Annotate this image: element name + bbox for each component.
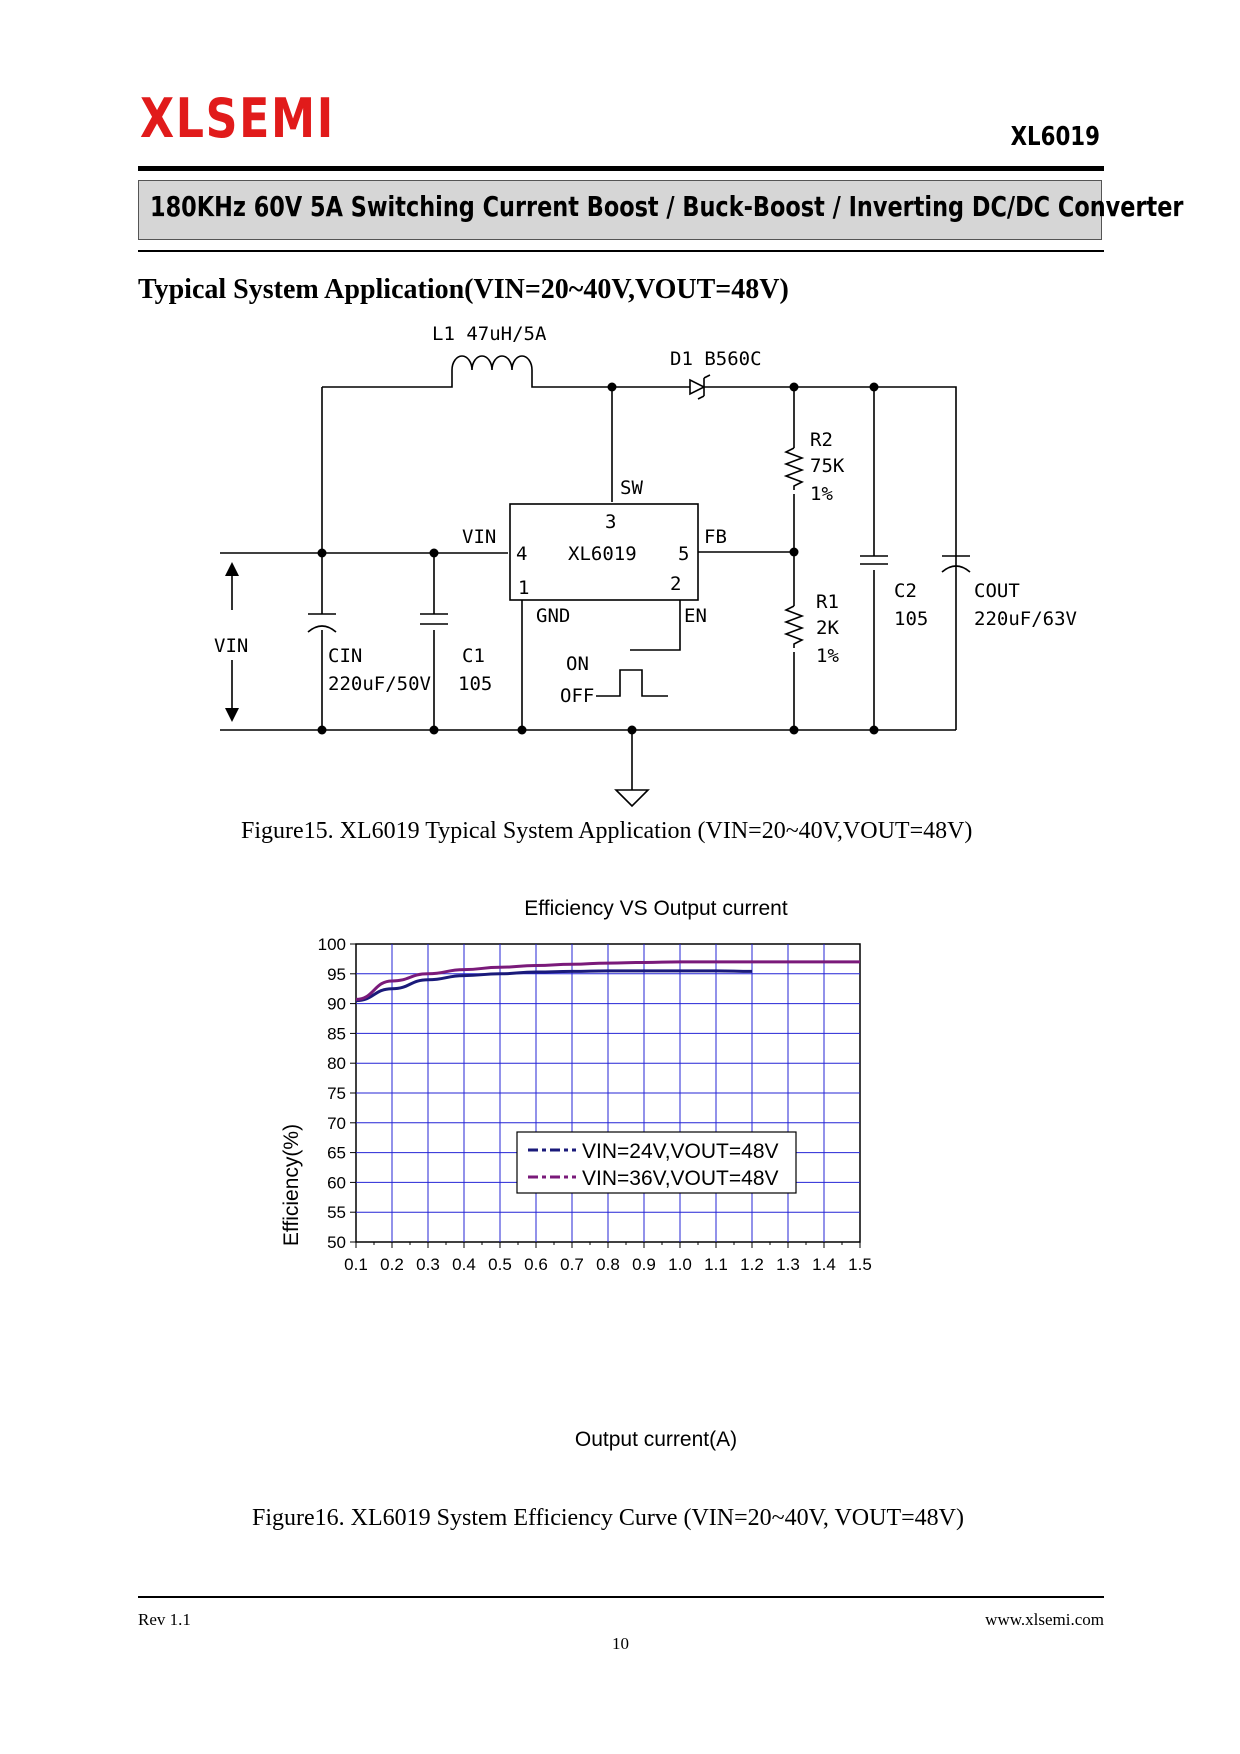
label-pin-fb: FB (704, 526, 727, 548)
label-off: OFF (560, 685, 595, 707)
label-pin-gnd-num: 1 (518, 577, 530, 599)
part-number: XL6019 (1010, 122, 1100, 152)
label-c2-value: 105 (894, 608, 929, 630)
vin-arrow-down (225, 708, 239, 722)
footer-rule (138, 1596, 1104, 1598)
label-cout-name: COUT (974, 580, 1020, 602)
ground-symbol (616, 790, 648, 806)
x-tick-label: 0.3 (416, 1255, 440, 1274)
chart-legend (517, 1132, 796, 1193)
label-cin-name: CIN (328, 645, 363, 667)
x-tick-label: 0.9 (632, 1255, 656, 1274)
y-tick-label: 50 (327, 1233, 346, 1252)
junction-dot (430, 726, 439, 735)
label-d1: D1 B560C (670, 348, 762, 370)
junction-dot (318, 549, 327, 558)
junction-dot (518, 726, 527, 735)
page-number: 10 (612, 1634, 629, 1653)
label-cin-value: 220uF/50V (328, 673, 431, 695)
label-vin: VIN (214, 635, 249, 657)
schematic-diagram (0, 0, 1240, 860)
label-pin-en-num: 2 (670, 573, 682, 595)
label-r1-tol: 1% (816, 645, 839, 667)
y-tick-label: 85 (327, 1024, 346, 1044)
y-tick-label: 100 (317, 935, 346, 954)
vin-arrow-up (225, 562, 239, 576)
footer-website: www.xlsemi.com (985, 1610, 1104, 1629)
x-tick-label: 1.5 (848, 1255, 872, 1274)
x-tick-label: 0.1 (344, 1255, 368, 1274)
footer-revision: Rev 1.1 (138, 1610, 191, 1629)
label-r2-name: R2 (810, 429, 833, 451)
y-tick-label: 95 (327, 964, 346, 984)
junction-dot (608, 383, 617, 392)
label-ic-name: XL6019 (568, 543, 637, 565)
x-tick-label: 0.2 (380, 1255, 404, 1274)
label-r2-tol: 1% (810, 483, 833, 505)
x-tick-label: 1.1 (704, 1255, 728, 1274)
junction-dot (790, 726, 799, 735)
label-pin-en: EN (684, 605, 707, 627)
label-c1-name: C1 (462, 645, 485, 667)
capacitor-c2 (860, 556, 888, 564)
figure15-caption: Figure15. XL6019 Typical System Application (VIN=20~40V,VOUT=48V) (241, 818, 973, 844)
x-tick-label: 1.4 (812, 1255, 836, 1274)
x-tick-label: 1.3 (776, 1255, 800, 1274)
y-tick-label: 60 (327, 1173, 346, 1193)
legend-label-series-2: VIN=36V,VOUT=48V (582, 1167, 779, 1190)
label-l1: L1 47uH/5A (432, 323, 547, 345)
label-r1-name: R1 (816, 591, 839, 613)
legend-label-series-1: VIN=24V,VOUT=48V (582, 1140, 779, 1163)
y-tick-label: 65 (327, 1143, 346, 1163)
x-tick-label: 0.4 (452, 1255, 476, 1274)
section-title: Typical System Application(VIN=20~40V,VOUT=48V) (138, 274, 789, 305)
junction-dot (430, 549, 439, 558)
junction-dot (870, 726, 879, 735)
banner-title: 180KHz 60V 5A Switching Current Boost / Buck-Boost / Inverting DC/DC Converter (150, 190, 1184, 223)
inductor-l1 (452, 356, 532, 370)
chart-title: Efficiency VS Output current (524, 897, 788, 920)
diode-d1 (660, 375, 718, 399)
efficiency-chart (260, 880, 1000, 1460)
chart-x-axis-label: Output current(A) (574, 1428, 738, 1451)
junction-dot (318, 726, 327, 735)
x-tick-label: 1.0 (668, 1255, 692, 1274)
x-tick-label: 0.6 (524, 1255, 548, 1274)
label-cout-value: 220uF/63V (974, 608, 1077, 630)
label-r2-value: 75K (810, 455, 845, 477)
resistor-r2 (786, 448, 802, 490)
x-tick-label: 0.7 (560, 1255, 584, 1274)
x-tick-label: 1.2 (740, 1255, 764, 1274)
junction-dot (790, 548, 799, 557)
junction-dot (628, 726, 637, 735)
capacitor-cin (308, 614, 336, 632)
y-tick-label: 75 (327, 1084, 346, 1103)
y-tick-label: 80 (327, 1054, 346, 1074)
capacitor-c1 (420, 614, 448, 624)
label-pin-gnd: GND (536, 605, 571, 627)
resistor-r1 (786, 606, 802, 648)
label-on: ON (566, 653, 589, 675)
x-tick-label: 0.8 (596, 1255, 620, 1274)
y-tick-label: 70 (327, 1113, 346, 1133)
y-tick-label: 90 (327, 994, 346, 1014)
label-c2-name: C2 (894, 580, 917, 602)
label-pin-vin-num: 4 (516, 543, 528, 565)
label-pin-fb-num: 5 (678, 543, 690, 565)
company-logo: XLSEMI (140, 87, 335, 150)
x-tick-label: 0.5 (488, 1255, 512, 1274)
y-tick-label: 55 (327, 1203, 346, 1223)
junction-dot (870, 383, 879, 392)
junction-dot (790, 383, 799, 392)
label-pin-sw-num: 3 (605, 511, 617, 533)
label-r1-value: 2K (816, 617, 839, 639)
figure16-caption: Figure16. XL6019 System Efficiency Curve (VIN=20~40V, VOUT=48V) (252, 1505, 964, 1531)
chart-y-axis-label: Efficiency(%) (280, 1123, 303, 1247)
label-pin-sw: SW (620, 477, 643, 499)
label-pin-vin: VIN (462, 526, 497, 548)
label-c1-value: 105 (458, 673, 493, 695)
